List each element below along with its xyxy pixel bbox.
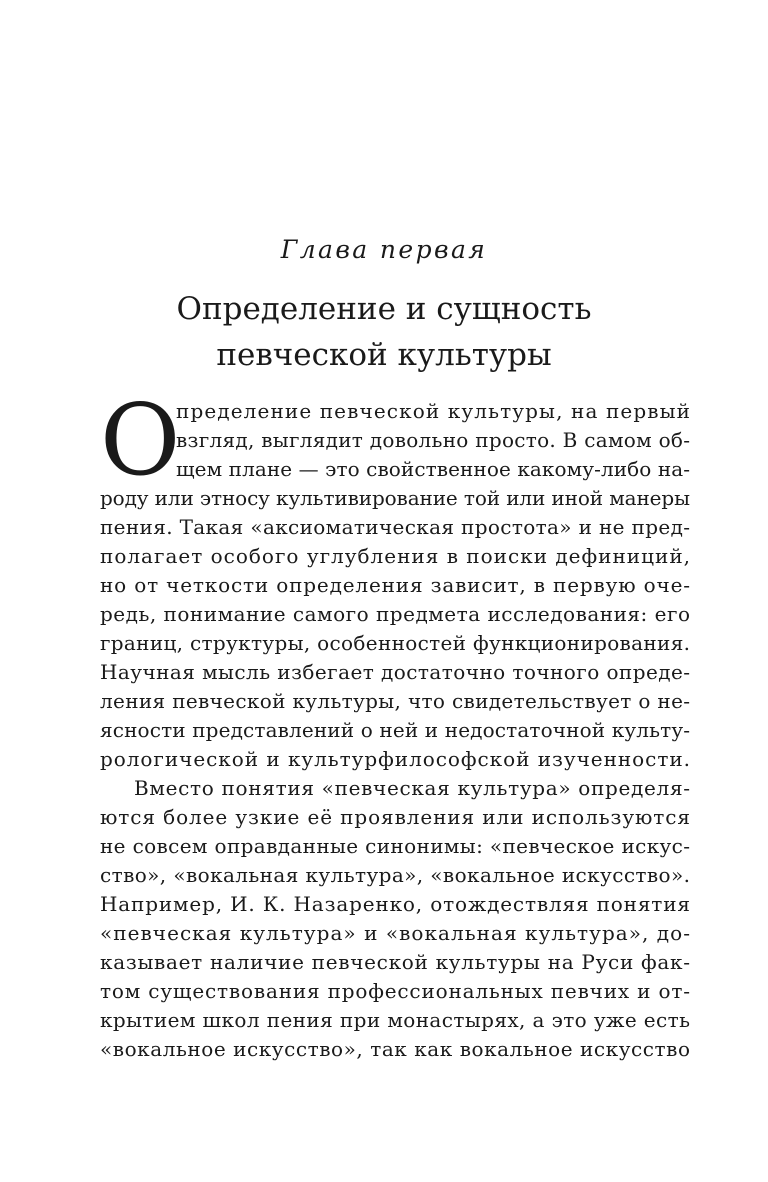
text-line: том существования профессиональных певчих и от- (100, 979, 691, 1003)
text-line: пения. Такая «аксиоматическая простота» и не пред- (100, 515, 691, 539)
chapter-title-line: певческой культуры (216, 337, 552, 373)
text-line: но от четкости определения зависит, в первую оче- (100, 573, 691, 597)
text-line: не совсем оправданные синонимы: «певческое искус- (100, 834, 691, 858)
paragraph-1 (100, 384, 692, 774)
text-line: Вместо понятия «певческая культура» определя- (134, 776, 691, 800)
text-line: крытием школ пения при монастырях, а это уже есть (100, 1008, 691, 1032)
paragraph-2 (100, 774, 690, 1064)
text-line: роду или этносу культивирование той или иной манеры (100, 486, 690, 510)
text-line: ления певческой культуры, что свидетельствует о не- (100, 689, 691, 713)
text-line: казывает наличие певческой культуры на Руси фак- (100, 950, 691, 974)
text-line: ются более узкие её проявления или используются (100, 805, 691, 829)
text-line: рологической и культурфилософской изученности. (100, 747, 691, 771)
drop-cap: О (100, 384, 181, 498)
text-line: редь, понимание самого предмета исследования: его (100, 602, 691, 626)
text-line: Например, И. К. Назаренко, отождествляя понятия (100, 892, 691, 916)
text-line: пределение певческой культуры, на первый (176, 399, 692, 423)
text-line: Научная мысль избегает достаточно точного опреде- (100, 660, 691, 684)
body-text (100, 384, 692, 1064)
text-line: взгляд, выглядит довольно просто. В самом об- (176, 428, 691, 452)
text-line: ство», «вокальная культура», «вокальное искусство». (100, 863, 691, 887)
text-line: ясности представлений о ней и недостаточной культу- (100, 718, 691, 742)
chapter-title-line: Определение и сущность (176, 291, 592, 327)
text-line: щем плане — это свойственное какому-либо на- (176, 457, 691, 481)
text-line: полагает особого углубления в поиски дефиниций, (100, 544, 691, 568)
text-line: «вокальное искусство», так как вокальное искусство (100, 1037, 691, 1061)
text-line: «певческая культура» и «вокальная культура», до- (100, 921, 692, 945)
chapter-title (0, 286, 768, 378)
chapter-label: Глава первая (280, 235, 488, 264)
text-line: границ, структуры, особенностей функционирования. (100, 631, 691, 655)
